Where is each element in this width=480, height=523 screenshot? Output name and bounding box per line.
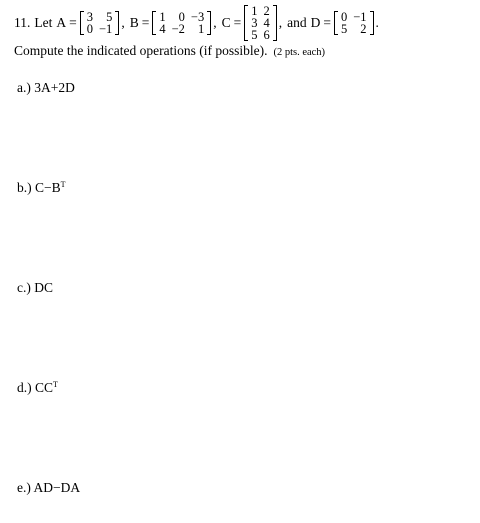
and-text: and	[287, 15, 307, 30]
part-d	[17, 380, 58, 396]
points-note: (2 pts. each)	[273, 47, 326, 58]
part-expression: AD−DA	[33, 480, 81, 495]
part-expression: C−B	[35, 180, 61, 195]
instruction-line	[14, 43, 325, 59]
comma: ,	[121, 15, 125, 30]
matrix-entry: 1	[197, 22, 205, 36]
matrix-entry: 5	[251, 28, 258, 42]
matrix-c	[244, 5, 277, 41]
matrix-entry: 3	[86, 10, 93, 24]
matrix-entry: 4	[159, 22, 166, 36]
instruction-text: Compute the indicated operations (if possible).	[14, 43, 268, 58]
matrix-entry: −1	[353, 10, 367, 24]
equals-sign: =	[141, 15, 150, 30]
matrix-entry: 5	[106, 10, 113, 24]
part-e	[17, 480, 80, 496]
transpose-superscript: T	[53, 380, 58, 389]
comma: ,	[278, 15, 283, 30]
matrix-column	[169, 11, 188, 35]
let-text: Let	[34, 15, 53, 30]
part-c	[17, 280, 53, 296]
matrix-b-name: B	[129, 15, 139, 30]
part-b	[17, 180, 66, 196]
matrix-column	[96, 11, 115, 35]
matrix-column	[84, 11, 96, 35]
part-expression: CC	[35, 380, 54, 395]
matrix-entry: 0	[178, 10, 185, 24]
part-a	[17, 80, 75, 96]
equals-sign: =	[69, 15, 77, 30]
matrix-entry: 1	[159, 10, 166, 24]
matrix-entry: 3	[251, 16, 258, 30]
matrix-d-name: D	[310, 15, 321, 30]
matrix-entry: 4	[263, 16, 270, 30]
matrix-column	[338, 11, 350, 35]
matrix-entry: 2	[360, 22, 367, 36]
matrix-b	[152, 11, 211, 35]
matrix-column	[260, 5, 272, 41]
matrix-c-name: C	[221, 15, 231, 30]
comma: ,	[213, 15, 217, 30]
matrix-entry: 6	[263, 28, 270, 42]
part-label: c.)	[17, 280, 31, 295]
matrix-entry: 5	[340, 22, 348, 36]
matrix-entry: −1	[99, 22, 113, 36]
matrix-entry: 2	[263, 4, 270, 18]
matrix-a	[80, 11, 120, 35]
matrix-d	[334, 11, 374, 35]
matrix-entry: 0	[86, 22, 93, 36]
part-expression: DC	[34, 280, 54, 295]
matrix-entry: −2	[171, 22, 185, 36]
matrix-entry: 0	[340, 10, 348, 24]
equals-sign: =	[233, 15, 242, 30]
part-label: b.)	[17, 180, 32, 195]
period: .	[375, 15, 379, 30]
matrix-entry: −3	[190, 10, 205, 24]
transpose-superscript: T	[60, 180, 66, 189]
part-label: e.)	[17, 480, 31, 495]
equals-sign: =	[323, 15, 331, 30]
matrix-column	[188, 11, 207, 35]
part-label: a.)	[17, 80, 31, 95]
part-expression: 3A+2D	[34, 80, 75, 95]
part-label: d.)	[17, 380, 32, 395]
matrix-a-name: A	[56, 15, 67, 30]
problem-statement	[14, 3, 384, 43]
matrix-entry: 1	[251, 4, 258, 18]
problem-number: 11.	[14, 15, 31, 30]
matrix-column	[350, 11, 369, 35]
matrix-column	[156, 11, 168, 35]
matrix-column	[248, 5, 260, 41]
